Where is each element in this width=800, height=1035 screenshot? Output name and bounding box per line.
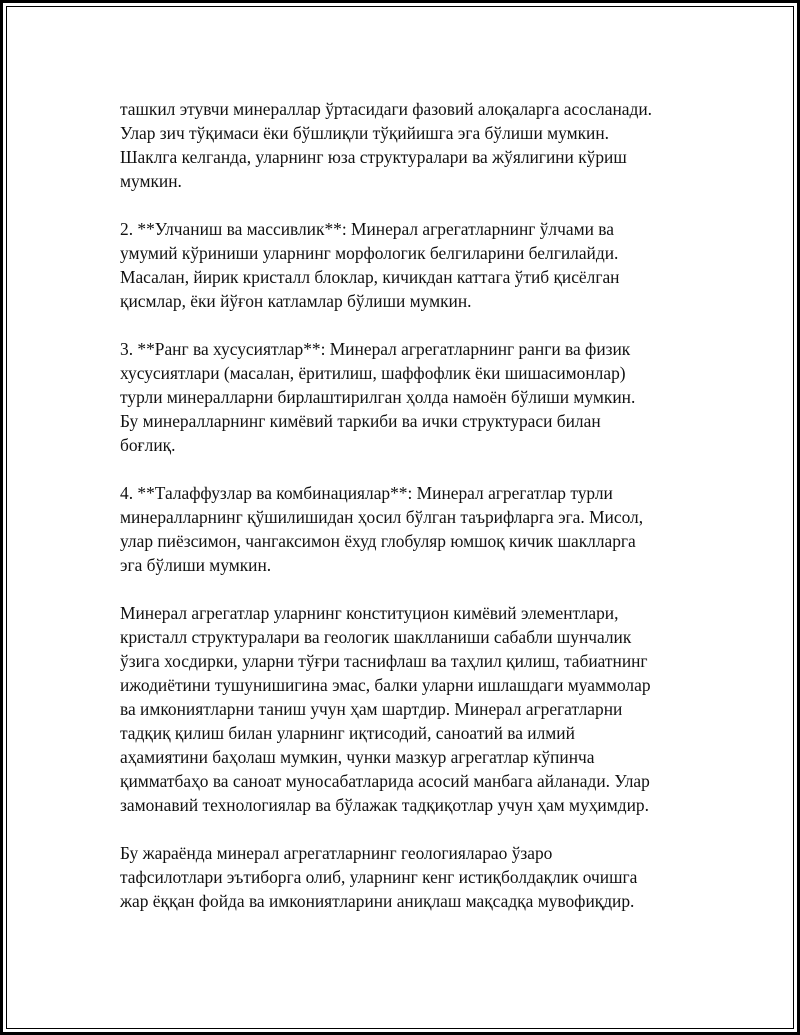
paragraph-color-and-properties <box>120 337 720 457</box>
paragraph-significance <box>120 601 720 817</box>
text-line: боғлиқ. <box>120 435 176 455</box>
document-body <box>120 97 720 913</box>
text-line: эга бўлиши мумкин. <box>120 555 272 575</box>
text-line: Шаклга келганда, уларнинг юза структуралари ва жўялигини кўриш <box>120 147 627 167</box>
text-line: ва имкониятларни таниш учун ҳам шартдир. Минерал агрегатларни <box>120 699 623 719</box>
text-line: ташкил этувчи минераллар ўртасидаги фазовий алоқаларга асосланади. <box>120 99 652 119</box>
paragraph-size-and-mass <box>120 217 720 313</box>
text-line: ўзига хосдирки, уларни тўғри таснифлаш ва таҳлил қилиш, табиатнинг <box>120 651 648 671</box>
text-line: 2. **Улчаниш ва массивлик**: Минерал агрегатларнинг ўлчами ва <box>120 219 614 239</box>
text-line: улар пиёзсимон, чангаксимон ёхуд глобуляр юмшоқ кичик шаклларга <box>120 531 636 551</box>
text-line: тадқиқ қилиш билан уларнинг иқтисодий, саноатий ва илмий <box>120 723 575 743</box>
paragraph-conclusion <box>120 841 720 913</box>
text-line: ижодиётини тушунишигина эмас, балки уларни ишлашдаги муаммолар <box>120 675 651 695</box>
text-line: тафсилотлари эътиборга олиб, уларнинг кенг истиқболдақлик очишга <box>120 867 638 887</box>
text-line: кристалл структуралари ва геологик шаклланиши сабабли шунчалик <box>120 627 632 647</box>
text-line: турли минералларни бирлаштирилган ҳолда намоён бўлиши мумкин. <box>120 387 636 407</box>
text-line: 4. **Талаффузлар ва комбинациялар**: Минерал агрегатлар турли <box>120 483 613 503</box>
text-line: жар ёққан фойда ва имкониятларини аниқлаш мақсадқа мувофиқдир. <box>120 891 635 911</box>
text-line: аҳамиятини баҳолаш мумкин, чунки мазкур агрегатлар кўпинча <box>120 747 595 767</box>
text-line: қисмлар, ёки йўғон катламлар бўлиши мумкин. <box>120 291 472 311</box>
text-line: 3. **Ранг ва хусусиятлар**: Минерал агрегатларнинг ранги ва физик <box>120 339 631 359</box>
text-line: хусусиятлари (масалан, ёритилиш, шаффофлик ёки шишасимонлар) <box>120 363 626 383</box>
paragraph-intro-continuation <box>120 97 720 193</box>
text-line: Бу минералларнинг кимёвий таркиби ва ички структураси билан <box>120 411 601 431</box>
text-line: Масалан, йирик кристалл блоклар, кичикдан каттага ўтиб қисёлган <box>120 267 620 287</box>
text-line: Минерал агрегатлар уларнинг конституцион кимёвий элементлари, <box>120 603 619 623</box>
text-line: қимматбаҳо ва саноат муносабатларида асосий манбага айланади. Улар <box>120 771 650 791</box>
text-line: Улар зич тўқимаси ёки бўшлиқли тўқийишга эга бўлиши мумкин. <box>120 123 609 143</box>
text-line: Бу жараёнда минерал агрегатларнинг геологияларао ўзаро <box>120 843 553 863</box>
paragraph-combinations <box>120 481 720 577</box>
text-line: умумий кўриниши уларнинг морфологик белгиларини белгилайди. <box>120 243 619 263</box>
text-line: замонавий технологиялар ва бўлажак тадқиқотлар учун ҳам муҳимдир. <box>120 795 649 815</box>
text-line: мумкин. <box>120 171 182 191</box>
text-line: минералларнинг қўшилишидан ҳосил бўлган таърифларга эга. Мисол, <box>120 507 644 527</box>
